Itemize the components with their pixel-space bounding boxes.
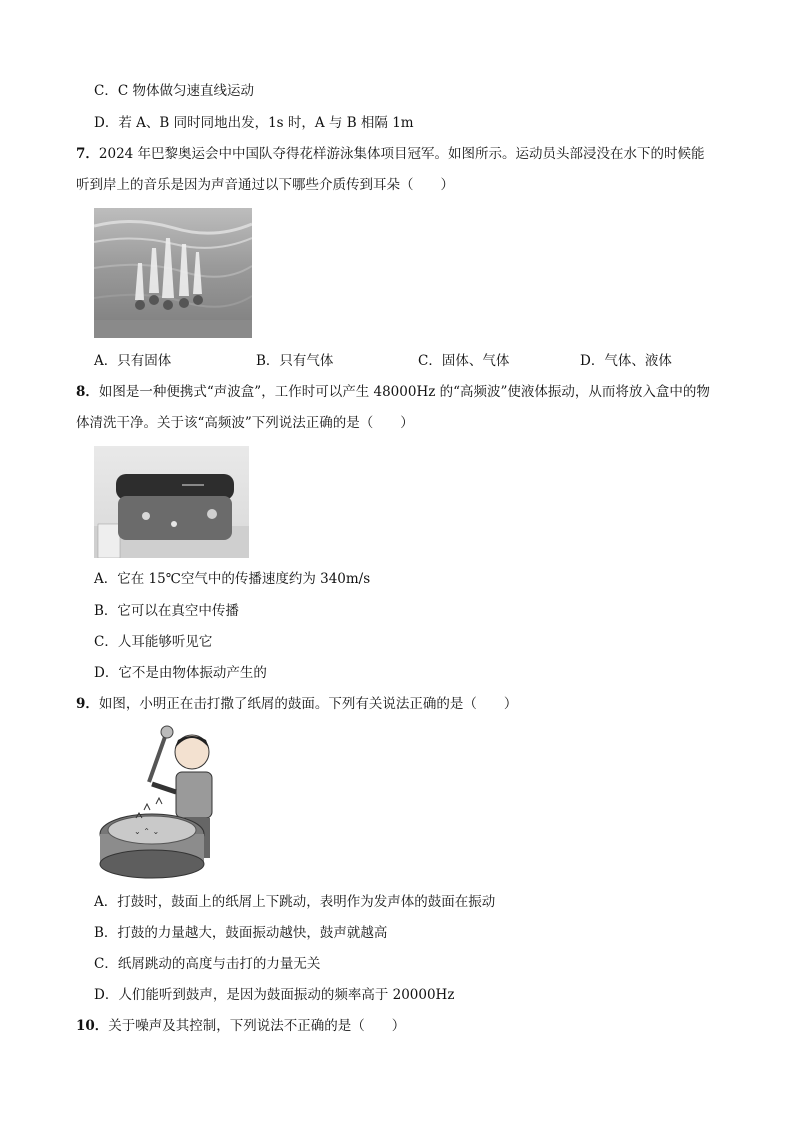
q8-number: 8． — [76, 384, 99, 400]
q7-stem-text1: 2024 年巴黎奥运会中中国队夺得花样游泳集体项目冠军。如图所示。运动员头部浸没在水下的时候能 — [98, 146, 705, 162]
sound-wave-box-photo — [94, 446, 249, 558]
q7-option-c: C．固体、气体 — [418, 353, 510, 369]
boy-drumming-illustration — [94, 722, 229, 882]
q8-option-b: B．它可以在真空中传播 — [94, 603, 239, 619]
q7-stem-line1 — [76, 145, 705, 163]
q8-option-a: A．它在 15℃空气中的传播速度约为 340m/s — [94, 571, 371, 587]
q10-stem-line — [76, 1017, 405, 1035]
q9-stem-text: 如图，小明正在击打撒了纸屑的鼓面。下列有关说法正确的是（ ） — [98, 696, 518, 712]
q6-option-d: D．若 A、B 同时同地出发，1s 时，A 与 B 相隔 1m — [94, 115, 414, 131]
q8-option-d: D．它不是由物体振动产生的 — [94, 665, 267, 681]
q9-option-d: D．人们能听到鼓声，是因为鼓面振动的频率高于 20000Hz — [94, 987, 455, 1003]
q9-option-a: A．打鼓时，鼓面上的纸屑上下跳动，表明作为发声体的鼓面在振动 — [94, 894, 496, 910]
q9-number: 9． — [76, 696, 99, 712]
q7-option-a: A．只有固体 — [94, 353, 172, 369]
q6-option-c: C．C 物体做匀速直线运动 — [94, 83, 254, 99]
q7-number: 7． — [76, 146, 99, 162]
q7-option-d: D．气体、液体 — [580, 353, 672, 369]
q9-option-c: C．纸屑跳动的高度与击打的力量无关 — [94, 956, 321, 972]
svg-text:⌄ ⌃ ⌄: ⌄ ⌃ ⌄ — [134, 827, 160, 836]
q8-option-c: C．人耳能够听见它 — [94, 634, 213, 650]
q7-option-b: B．只有气体 — [256, 353, 334, 369]
q10-number: 10． — [76, 1018, 109, 1034]
q8-stem-line1 — [76, 383, 710, 401]
q9-option-b: B．打鼓的力量越大，鼓面振动越快，鼓声就越高 — [94, 925, 388, 941]
q9-stem-line — [76, 695, 517, 713]
q10-stem-text: 关于噪声及其控制，下列说法不正确的是（ ） — [108, 1018, 406, 1034]
q8-stem-line2: 体清洗干净。关于该“高频波”下列说法正确的是（ ） — [76, 415, 414, 431]
q7-stem-line2: 听到岸上的音乐是因为声音通过以下哪些介质传到耳朵（ ） — [76, 177, 454, 193]
q8-stem-text1: 如图是一种便携式“声波盒”，工作时可以产生 48000Hz 的“高频波”使液体振动，从而将放入盒中的物 — [98, 384, 710, 400]
synchronized-swimming-photo — [94, 208, 252, 338]
